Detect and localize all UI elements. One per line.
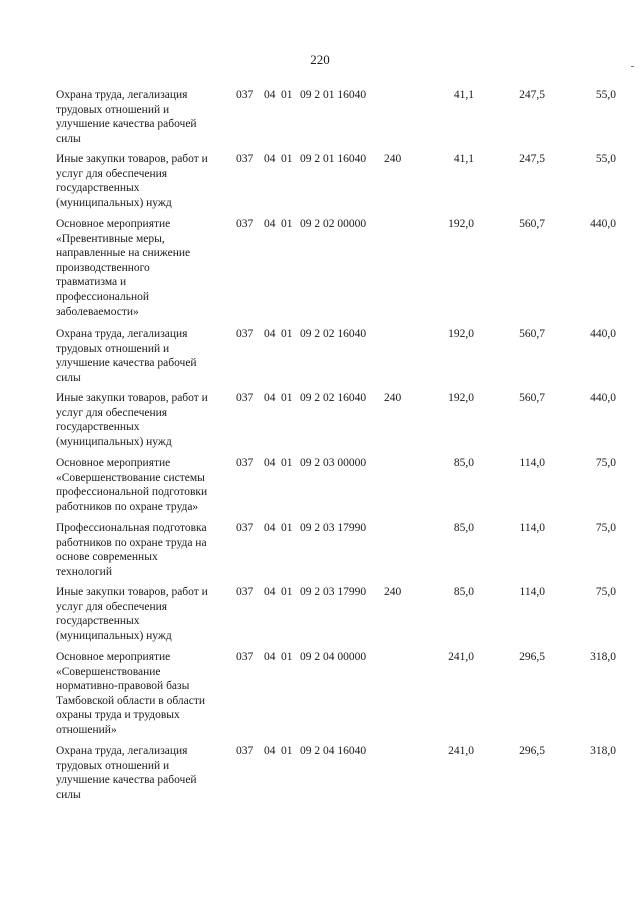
table-row: [0, 217, 640, 327]
row-name: Охрана труда, легализация трудовых отношений и улучшение качества рабочей силы: [56, 745, 197, 801]
row-section: 04: [264, 522, 276, 534]
row-value-2: 560,7: [519, 328, 545, 340]
row-subsection: 01: [281, 392, 293, 404]
row-target-article: 09 2 02 00000: [300, 218, 367, 230]
row-value-3: 75,0: [595, 586, 616, 598]
row-code: 037: [236, 586, 254, 598]
row-code: 037: [236, 153, 254, 165]
row-target-article: 09 2 03 17990: [300, 586, 367, 598]
row-subsection: 01: [281, 218, 293, 230]
row-value-3: 55,0: [595, 153, 616, 165]
row-value-3: 440,0: [590, 218, 616, 230]
row-code: 037: [236, 457, 254, 469]
row-value-1: 192,0: [448, 328, 474, 340]
row-code: 037: [236, 218, 254, 230]
row-target-article: 09 2 04 00000: [300, 651, 367, 663]
row-value-3: 318,0: [590, 745, 616, 757]
row-code: 037: [236, 522, 254, 534]
row-value-1: 192,0: [448, 218, 474, 230]
row-value-3: 440,0: [590, 392, 616, 404]
row-value-3: 75,0: [595, 457, 616, 469]
table-row: [0, 152, 640, 217]
row-section: 04: [264, 328, 276, 340]
row-subsection: 01: [281, 586, 293, 598]
row-name: Иные закупки товаров, работ и услуг для обеспечения государственных (муниципальных) нужд: [56, 153, 208, 209]
row-subsection: 01: [281, 651, 293, 663]
row-subsection: 01: [281, 745, 293, 757]
row-target-article: 09 2 02 16040: [300, 328, 367, 340]
table-row: [0, 88, 640, 152]
row-value-2: 296,5: [519, 651, 545, 663]
row-name: Иные закупки товаров, работ и услуг для обеспечения государственных (муниципальных) нужд: [56, 586, 208, 642]
row-value-2: 296,5: [519, 745, 545, 757]
row-section: 04: [264, 457, 276, 469]
row-target-article: 09 2 03 17990: [300, 522, 367, 534]
row-value-1: 241,0: [448, 651, 474, 663]
row-name: Основное мероприятие «Превентивные меры, направленные на снижение производственного травматизма и профессиональной заболеваемости»: [56, 218, 191, 318]
row-section: 04: [264, 586, 276, 598]
row-value-2: 114,0: [519, 457, 545, 469]
row-code: 037: [236, 328, 254, 340]
row-subsection: 01: [281, 153, 293, 165]
row-code: 037: [236, 392, 254, 404]
row-value-3: 318,0: [590, 651, 616, 663]
row-name: Охрана труда, легализация трудовых отношений и улучшение качества рабочей силы: [56, 328, 197, 384]
row-section: 04: [264, 218, 276, 230]
row-target-article: 09 2 02 16040: [300, 392, 367, 404]
row-code: 037: [236, 89, 254, 101]
row-value-3: 440,0: [590, 328, 616, 340]
row-value-2: 114,0: [519, 522, 545, 534]
row-value-1: 192,0: [448, 392, 474, 404]
row-subsection: 01: [281, 522, 293, 534]
row-name: Иные закупки товаров, работ и услуг для обеспечения государственных (муниципальных) нужд: [56, 392, 208, 448]
row-target-article: 09 2 01 16040: [300, 89, 367, 101]
row-value-2: 114,0: [519, 586, 545, 598]
table-row: [0, 327, 640, 391]
table-row: [0, 391, 640, 456]
row-value-2: 247,5: [519, 89, 545, 101]
edge-mark: [631, 66, 634, 67]
row-subsection: 01: [281, 328, 293, 340]
row-value-3: 75,0: [595, 522, 616, 534]
row-value-1: 41,1: [453, 89, 474, 101]
table-row: [0, 650, 640, 744]
row-section: 04: [264, 392, 276, 404]
row-code: 037: [236, 651, 254, 663]
row-section: 04: [264, 153, 276, 165]
row-section: 04: [264, 745, 276, 757]
row-name: Основное мероприятие «Совершенствование нормативно-правовой базы Тамбовской области в области охраны труда и трудовых отношений»: [56, 651, 206, 736]
row-value-3: 55,0: [595, 89, 616, 101]
row-section: 04: [264, 651, 276, 663]
row-value-1: 85,0: [453, 457, 474, 469]
row-expense-type: 240: [384, 153, 402, 165]
row-target-article: 09 2 04 16040: [300, 745, 367, 757]
page-number: 220: [310, 52, 330, 67]
row-subsection: 01: [281, 457, 293, 469]
row-value-2: 560,7: [519, 392, 545, 404]
row-value-1: 241,0: [448, 745, 474, 757]
row-name: Профессиональная подготовка работников по охране труда на основе современных технологий: [56, 522, 207, 578]
row-section: 04: [264, 89, 276, 101]
row-expense-type: 240: [384, 586, 402, 598]
row-subsection: 01: [281, 89, 293, 101]
row-target-article: 09 2 03 00000: [300, 457, 367, 469]
table-row: [0, 744, 640, 808]
row-target-article: 09 2 01 16040: [300, 153, 367, 165]
table-row: [0, 456, 640, 521]
row-value-1: 85,0: [453, 522, 474, 534]
row-expense-type: 240: [384, 392, 402, 404]
row-name: Охрана труда, легализация трудовых отношений и улучшение качества рабочей силы: [56, 89, 197, 145]
table-row: [0, 521, 640, 585]
row-name: Основное мероприятие «Совершенствование системы профессиональной подготовки работников по охране труда»: [56, 457, 208, 513]
row-value-2: 560,7: [519, 218, 545, 230]
table-row: [0, 585, 640, 650]
row-value-2: 247,5: [519, 153, 545, 165]
row-value-1: 41,1: [453, 153, 474, 165]
row-value-1: 85,0: [453, 586, 474, 598]
row-code: 037: [236, 745, 254, 757]
budget-table: [0, 88, 640, 808]
